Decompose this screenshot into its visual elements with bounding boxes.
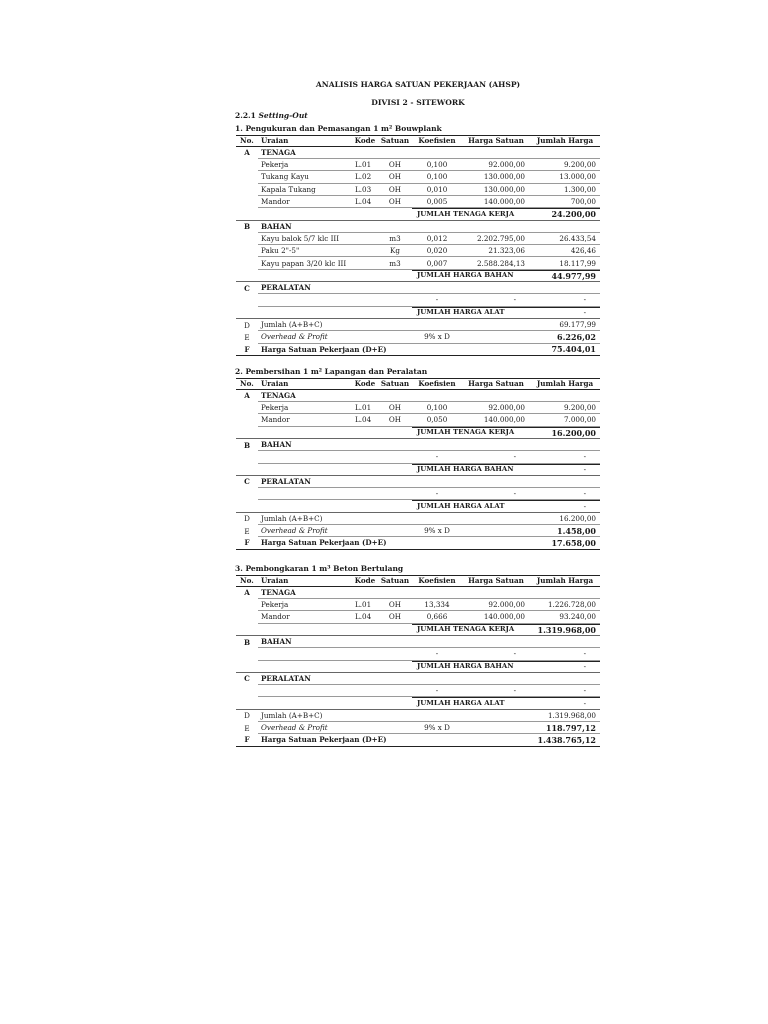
summary-note: 9% x D [412,722,462,734]
analysis-table [236,575,600,747]
cell-uraian: Paku 2"-5" [258,245,352,257]
cell-jumlah-harga: 1.300,00 [530,184,600,196]
cell-uraian [258,294,352,306]
cell-kode: L.01 [352,402,378,414]
cell-satuan [378,488,412,500]
summary-label: Harga Satuan Pekerjaan (D+E) [258,537,412,549]
summary-note [412,344,462,356]
cell-jumlah-harga: 9.200,00 [530,402,600,414]
group-label: PERALATAN [258,476,600,488]
cell-harga-satuan: 130.000,00 [462,184,530,196]
group-label: TENAGA [258,587,600,599]
cell-no [236,402,258,414]
group-label: TENAGA [258,147,600,159]
cell-satuan: OH [378,414,412,426]
cell-kode [352,648,378,660]
column-header-uraian: Uraian [258,135,352,147]
cell-uraian: Pekerja [258,599,352,611]
cell-jumlah-harga: - [530,685,600,697]
subtotal-value: - [530,307,600,319]
group-label: PERALATAN [258,282,600,294]
subtotal-label: JUMLAH HARGA ALAT [412,697,530,709]
subtotal-row [236,624,600,636]
cell-uraian: Kayu papan 3/20 klc III [258,257,352,269]
summary-row [236,734,600,746]
subtotal-row [236,697,600,709]
document-title: ANALISIS HARGA SATUAN PEKERJAAN (AHSP) [315,80,521,89]
summary-note [412,319,462,331]
analysis-heading: 2. Pembersihan 1 m² Lapangan dan Peralatan [235,367,428,377]
group-label: BAHAN [258,636,600,648]
cell-kode: L.04 [352,611,378,623]
table-row [236,402,600,414]
group-row [236,390,600,402]
cell-uraian [258,451,352,463]
summary-value: 1.458,00 [530,525,600,537]
summary-value: 6.226,02 [530,331,600,343]
cell-kode: L.03 [352,184,378,196]
table-cell [236,307,412,319]
subtotal-row [236,464,600,476]
subtotal-value: - [530,464,600,476]
table-cell [236,661,412,673]
column-header-koefisien: Koefisien [412,378,462,390]
summary-row [236,513,600,525]
cell-uraian [258,685,352,697]
column-header-harga-satuan: Harga Satuan [462,575,530,587]
cell-kode: L.04 [352,414,378,426]
table-cell [236,208,412,220]
group-label: BAHAN [258,439,600,451]
subtotal-label: JUMLAH TENAGA KERJA [412,624,530,636]
cell-jumlah-harga: 9.200,00 [530,159,600,171]
group-row [236,476,600,488]
group-code: B [243,637,251,647]
summary-label: Harga Satuan Pekerjaan (D+E) [258,344,412,356]
column-header-harga-satuan: Harga Satuan [462,378,530,390]
summary-label: Overhead & Profit [258,331,412,343]
cell-satuan: OH [378,599,412,611]
table-cell [462,734,530,746]
table-row [236,294,600,306]
summary-code: E [244,526,250,536]
cell-koefisien: 13,334 [412,599,462,611]
cell-jumlah-harga: 26.433,54 [530,233,600,245]
table-cell [462,344,530,356]
group-code: A [244,148,250,158]
cell-no [236,648,258,660]
cell-harga-satuan: 92.000,00 [462,159,530,171]
column-header-uraian: Uraian [258,575,352,587]
cell-harga-satuan: - [462,488,530,500]
cell-satuan: m3 [378,257,412,269]
cell-satuan: OH [378,171,412,183]
column-header-satuan: Satuan [378,378,412,390]
table-cell [462,331,530,343]
column-header-kode: Kode [352,135,378,147]
cell-no [236,685,258,697]
cell-uraian: Mandor [258,414,352,426]
cell-uraian [258,488,352,500]
subtotal-label: JUMLAH TENAGA KERJA [412,208,530,220]
subtotal-label: JUMLAH HARGA ALAT [412,307,530,319]
cell-harga-satuan: - [462,685,530,697]
cell-satuan: OH [378,611,412,623]
cell-no [236,257,258,269]
cell-jumlah-harga: 18.117,99 [530,257,600,269]
division-title: DIVISI 2 - SITEWORK [371,98,465,107]
cell-kode: L.01 [352,159,378,171]
cell-no [236,611,258,623]
column-header-kode: Kode [352,575,378,587]
table-row [236,611,600,623]
cell-no [236,184,258,196]
cell-jumlah-harga: - [530,451,600,463]
group-row [236,587,600,599]
cell-no [236,159,258,171]
table-row [236,451,600,463]
subtotal-row [236,208,600,220]
cell-jumlah-harga: 700,00 [530,196,600,208]
cell-jumlah-harga: 13.000,00 [530,171,600,183]
summary-label: Jumlah (A+B+C) [258,319,412,331]
subtotal-label: JUMLAH HARGA BAHAN [412,661,530,673]
summary-note: 9% x D [412,525,462,537]
table-row [236,184,600,196]
cell-satuan: OH [378,196,412,208]
cell-harga-satuan: - [462,648,530,660]
summary-value: 1.319.968,00 [530,710,600,722]
cell-kode: L.01 [352,599,378,611]
table-row [236,171,600,183]
column-header-satuan: Satuan [378,135,412,147]
summary-code: E [244,332,250,342]
cell-koefisien: - [412,451,462,463]
group-label: BAHAN [258,221,600,233]
summary-value: 17.658,00 [530,537,600,549]
summary-row [236,722,600,734]
column-header-jumlah-harga: Jumlah Harga [530,378,600,390]
cell-jumlah-harga: 426,46 [530,245,600,257]
column-header-koefisien: Koefisien [412,135,462,147]
group-code: A [244,588,250,598]
table-row [236,414,600,426]
cell-satuan [378,451,412,463]
cell-koefisien: 0,020 [412,245,462,257]
summary-note [412,513,462,525]
cell-harga-satuan: 2.202.795,00 [462,233,530,245]
table-row [236,599,600,611]
cell-harga-satuan: 130.000,00 [462,171,530,183]
subtotal-value: 24.200,00 [530,208,600,220]
subtotal-row [236,307,600,319]
analysis-heading: 3. Pembongkaran 1 m³ Beton Bertulang [235,564,404,574]
column-header-uraian: Uraian [258,378,352,390]
summary-label: Jumlah (A+B+C) [258,710,412,722]
cell-uraian: Kapala Tukang [258,184,352,196]
column-header-jumlah-harga: Jumlah Harga [530,135,600,147]
cell-jumlah-harga: - [530,488,600,500]
summary-code: D [244,514,250,524]
cell-uraian: Mandor [258,611,352,623]
subtotal-value: - [530,661,600,673]
cell-koefisien: - [412,648,462,660]
subtotal-value: 44.977,99 [530,270,600,282]
cell-uraian [258,648,352,660]
cell-harga-satuan: 21.323,06 [462,245,530,257]
table-row [236,648,600,660]
table-cell [462,537,530,549]
summary-note [412,734,462,746]
table-row [236,685,600,697]
summary-label: Harga Satuan Pekerjaan (D+E) [258,734,412,746]
cell-satuan: OH [378,159,412,171]
table-cell [462,722,530,734]
table-cell [236,427,412,439]
summary-code: E [244,723,250,733]
cell-harga-satuan: - [462,294,530,306]
column-header-row [236,378,600,390]
table-row [236,257,600,269]
table-cell [236,464,412,476]
cell-harga-satuan: 140.000,00 [462,611,530,623]
analysis-section [236,563,600,747]
cell-koefisien: - [412,685,462,697]
summary-label: Jumlah (A+B+C) [258,513,412,525]
summary-value: 69.177,99 [530,319,600,331]
analysis-section [236,366,600,550]
cell-uraian: Tukang Kayu [258,171,352,183]
summary-code: D [244,711,250,721]
column-header-kode: Kode [352,378,378,390]
subtotal-label: JUMLAH HARGA BAHAN [412,270,530,282]
cell-koefisien: 0,100 [412,159,462,171]
summary-row [236,344,600,356]
summary-label: Overhead & Profit [258,722,412,734]
group-row [236,636,600,648]
table-cell [236,624,412,636]
column-header-row [236,135,600,147]
cell-no [236,599,258,611]
cell-kode [352,488,378,500]
subtotal-row [236,661,600,673]
cell-kode [352,245,378,257]
column-header-no: No. [236,378,258,390]
subtotal-value: - [530,500,600,512]
table-cell [236,270,412,282]
table-row [236,245,600,257]
summary-row [236,525,600,537]
column-header-row [236,575,600,587]
table-row [236,488,600,500]
summary-value: 16.200,00 [530,513,600,525]
column-header-jumlah-harga: Jumlah Harga [530,575,600,587]
group-row [236,673,600,685]
cell-jumlah-harga: - [530,648,600,660]
table-row [236,159,600,171]
cell-kode [352,685,378,697]
cell-uraian: Kayu balok 5/7 klc III [258,233,352,245]
cell-satuan: m3 [378,233,412,245]
column-header-harga-satuan: Harga Satuan [462,135,530,147]
subtotal-value: 16.200,00 [530,427,600,439]
subtotal-row [236,427,600,439]
cell-koefisien: 0,100 [412,402,462,414]
cell-jumlah-harga: 93.240,00 [530,611,600,623]
cell-jumlah-harga: 7.000,00 [530,414,600,426]
group-code: B [243,440,251,450]
cell-kode [352,451,378,463]
group-code: A [244,391,250,401]
cell-koefisien: 0,666 [412,611,462,623]
cell-jumlah-harga: 1.226.728,00 [530,599,600,611]
column-header-no: No. [236,135,258,147]
table-cell [462,525,530,537]
summary-value: 118.797,12 [530,722,600,734]
cell-harga-satuan: 140.000,00 [462,196,530,208]
subtotal-row [236,500,600,512]
summary-code: F [236,344,258,356]
summary-row [236,319,600,331]
summary-value: 75.404,01 [530,344,600,356]
cell-koefisien: 0,100 [412,171,462,183]
cell-harga-satuan: 92.000,00 [462,599,530,611]
cell-satuan [378,685,412,697]
cell-kode [352,257,378,269]
cell-no [236,171,258,183]
cell-koefisien: 0,050 [412,414,462,426]
cell-harga-satuan: 92.000,00 [462,402,530,414]
table-row [236,233,600,245]
group-row [236,221,600,233]
cell-uraian: Pekerja [258,159,352,171]
cell-satuan [378,294,412,306]
analysis-heading: 1. Pengukuran dan Pemasangan 1 m² Bouwplank [235,124,442,134]
cell-kode: L.04 [352,196,378,208]
cell-satuan: Kg [378,245,412,257]
cell-no [236,414,258,426]
group-code: C [244,674,250,684]
summary-note [412,710,462,722]
cell-koefisien: 0,010 [412,184,462,196]
cell-satuan: OH [378,184,412,196]
subtotal-label: JUMLAH HARGA BAHAN [412,464,530,476]
cell-jumlah-harga: - [530,294,600,306]
cell-koefisien: 0,005 [412,196,462,208]
table-cell [236,500,412,512]
cell-no [236,294,258,306]
table-cell [462,319,530,331]
summary-row [236,710,600,722]
subsection-number: 2.2.1 [235,111,256,120]
cell-harga-satuan: 140.000,00 [462,414,530,426]
summary-row [236,537,600,549]
table-cell [462,513,530,525]
analysis-table [236,378,600,550]
summary-row [236,331,600,343]
summary-note: 9% x D [412,331,462,343]
summary-code: F [236,734,258,746]
cell-koefisien: 0,007 [412,257,462,269]
cell-satuan [378,648,412,660]
analysis-table [236,135,600,356]
subsection-heading [235,111,308,121]
cell-harga-satuan: - [462,451,530,463]
summary-value: 1.438.765,12 [530,734,600,746]
subsection-name: Setting-Out [258,111,308,120]
cell-no [236,488,258,500]
group-code: C [244,477,250,487]
subtotal-label: JUMLAH HARGA ALAT [412,500,530,512]
subtotal-label: JUMLAH TENAGA KERJA [412,427,530,439]
cell-koefisien: 0,012 [412,233,462,245]
cell-no [236,233,258,245]
cell-satuan: OH [378,402,412,414]
summary-code: D [244,320,250,330]
group-code: C [244,283,250,293]
column-header-satuan: Satuan [378,575,412,587]
table-cell [462,710,530,722]
table-row [236,196,600,208]
group-row [236,147,600,159]
group-row [236,439,600,451]
cell-kode [352,294,378,306]
cell-no [236,196,258,208]
cell-no [236,245,258,257]
table-cell [236,697,412,709]
group-row [236,282,600,294]
summary-label: Overhead & Profit [258,525,412,537]
column-header-no: No. [236,575,258,587]
summary-note [412,537,462,549]
analysis-section [236,123,600,356]
cell-kode: L.02 [352,171,378,183]
cell-uraian: Pekerja [258,402,352,414]
cell-no [236,451,258,463]
subtotal-row [236,270,600,282]
group-label: TENAGA [258,390,600,402]
cell-harga-satuan: 2.588.284,13 [462,257,530,269]
group-label: PERALATAN [258,673,600,685]
column-header-koefisien: Koefisien [412,575,462,587]
cell-koefisien: - [412,488,462,500]
cell-koefisien: - [412,294,462,306]
summary-code: F [236,537,258,549]
cell-kode [352,233,378,245]
group-code: B [243,222,251,232]
subtotal-value: 1.319.968,00 [530,624,600,636]
cell-uraian: Mandor [258,196,352,208]
subtotal-value: - [530,697,600,709]
